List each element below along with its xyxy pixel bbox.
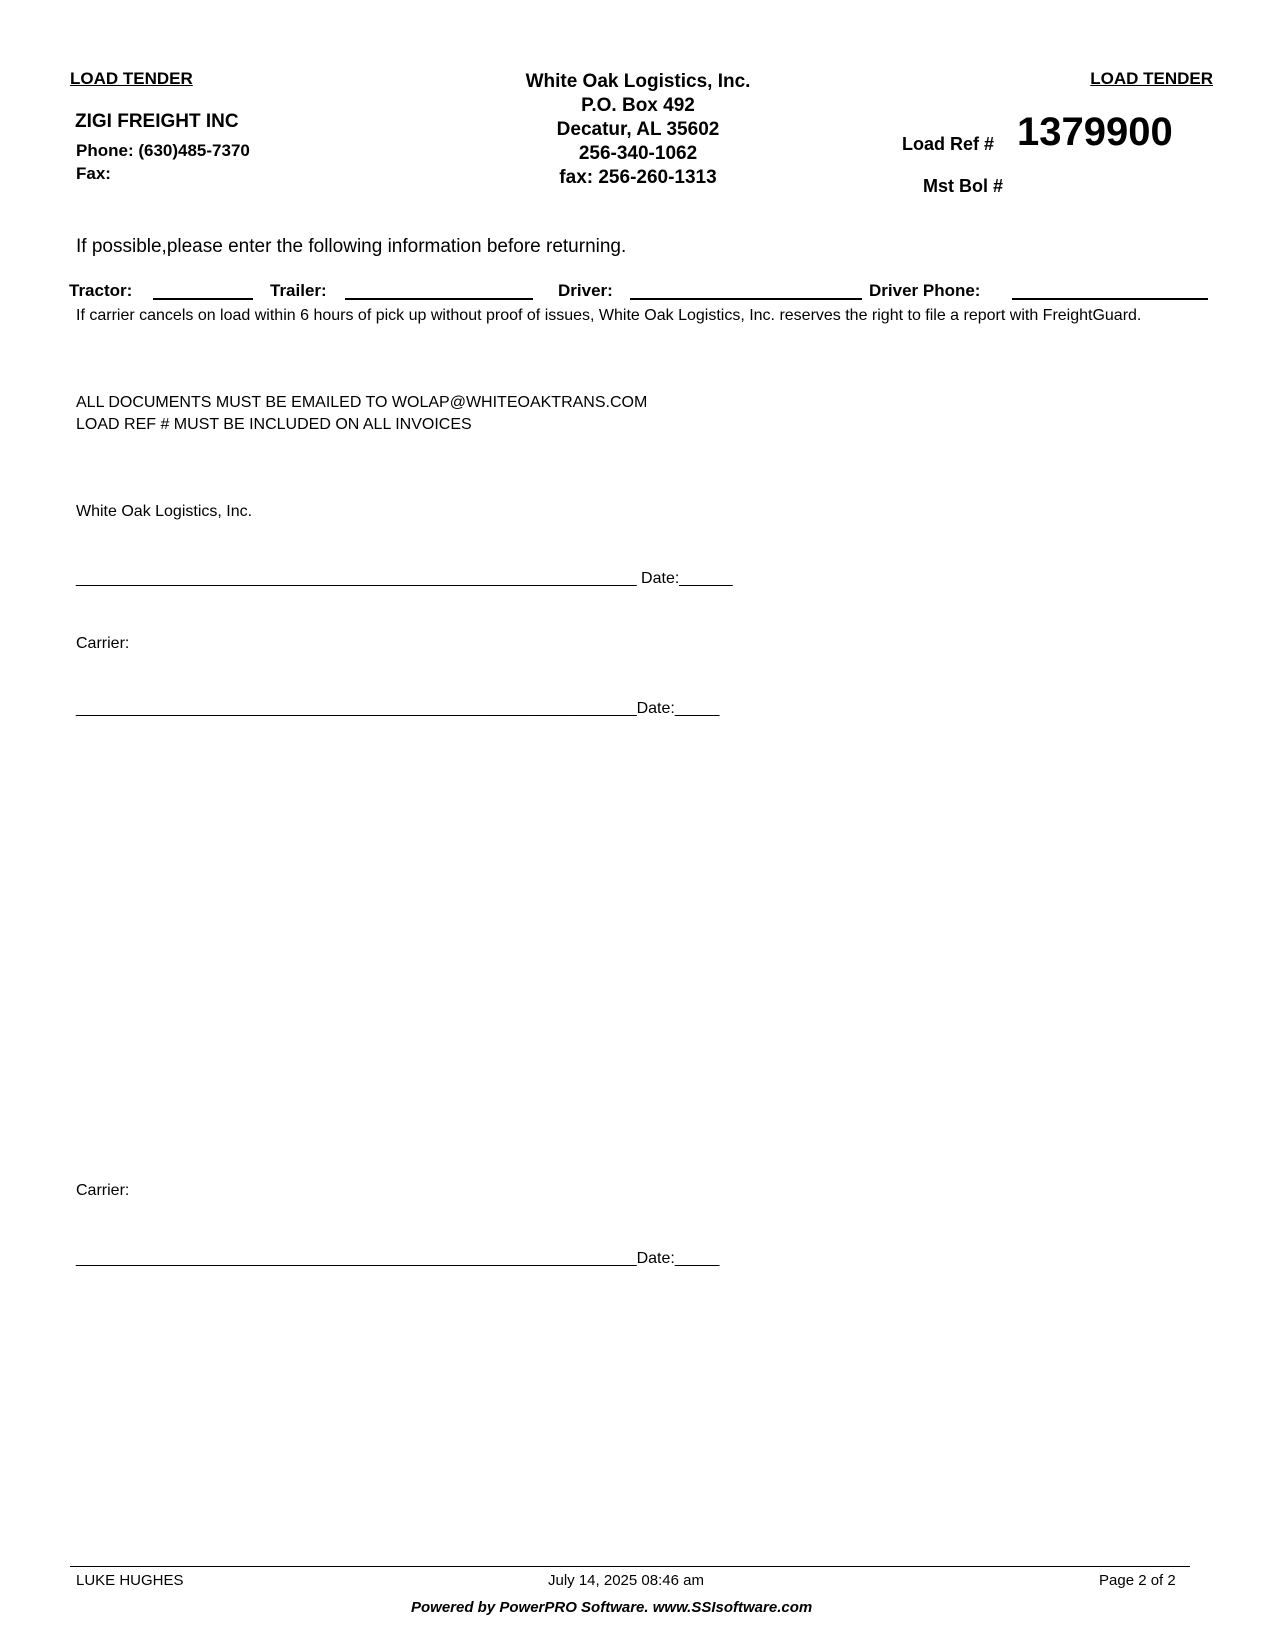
load-ref-number: 1379900 xyxy=(1017,110,1173,154)
footer-user: LUKE HUGHES xyxy=(76,1572,184,1589)
mst-bol-label: Mst Bol # xyxy=(923,176,1004,196)
footer-powered-by: Powered by PowerPRO Software. www.SSIsoftware.com xyxy=(411,1599,813,1616)
company-signature-line[interactable]: _______________________________________________________________ Date:______ xyxy=(76,570,733,587)
driver-field[interactable] xyxy=(630,298,862,300)
load-tender-tag-left: LOAD TENDER xyxy=(70,69,193,88)
company-fax: fax: 256-260-1313 xyxy=(559,167,717,188)
driver-phone-field[interactable] xyxy=(1012,298,1208,300)
company-address-block xyxy=(488,70,788,190)
trailer-label: Trailer: xyxy=(270,281,327,300)
instruction-text: If possible,please enter the following information before returning. xyxy=(76,236,627,257)
carrier-name: ZIGI FREIGHT INC xyxy=(75,111,239,132)
load-ref-label: Load Ref # xyxy=(902,134,995,154)
company-signature-label: White Oak Logistics, Inc. xyxy=(76,503,253,520)
tractor-label: Tractor: xyxy=(69,281,133,300)
driver-phone-label: Driver Phone: xyxy=(869,281,981,300)
cancellation-notice: If carrier cancels on load within 6 hours of pick up without proof of issues, White Oak Logistics, Inc. reserves the right to file a report with FreightGuard. xyxy=(76,307,1142,324)
company-address-line1: P.O. Box 492 xyxy=(581,95,695,116)
carrier-signature-line[interactable]: _______________________________________________________________Date:_____ xyxy=(76,700,720,717)
driver-label: Driver: xyxy=(558,281,613,300)
invoice-ref-instruction: LOAD REF # MUST BE INCLUDED ON ALL INVOICES xyxy=(76,416,472,433)
load-tender-tag-right: LOAD TENDER xyxy=(1090,69,1213,88)
footer-page-number: Page 2 of 2 xyxy=(1099,1572,1176,1589)
company-phone: 256-340-1062 xyxy=(578,143,698,164)
company-address-line2: Decatur, AL 35602 xyxy=(556,119,720,140)
carrier-signature-label-2: Carrier: xyxy=(76,1182,130,1199)
carrier-signature-line-2[interactable]: _______________________________________________________________Date:_____ xyxy=(76,1250,720,1267)
carrier-fax: Fax: xyxy=(76,164,111,183)
footer-datetime: July 14, 2025 08:46 am xyxy=(548,1572,704,1589)
footer-divider xyxy=(70,1566,1190,1567)
company-name: White Oak Logistics, Inc. xyxy=(525,71,751,92)
trailer-field[interactable] xyxy=(345,298,533,300)
tractor-field[interactable] xyxy=(153,298,253,300)
documents-email-instruction: ALL DOCUMENTS MUST BE EMAILED TO WOLAP@WHITEOAKTRANS.COM xyxy=(76,394,648,411)
carrier-signature-label: Carrier: xyxy=(76,635,130,652)
carrier-phone: Phone: (630)485-7370 xyxy=(76,141,250,160)
